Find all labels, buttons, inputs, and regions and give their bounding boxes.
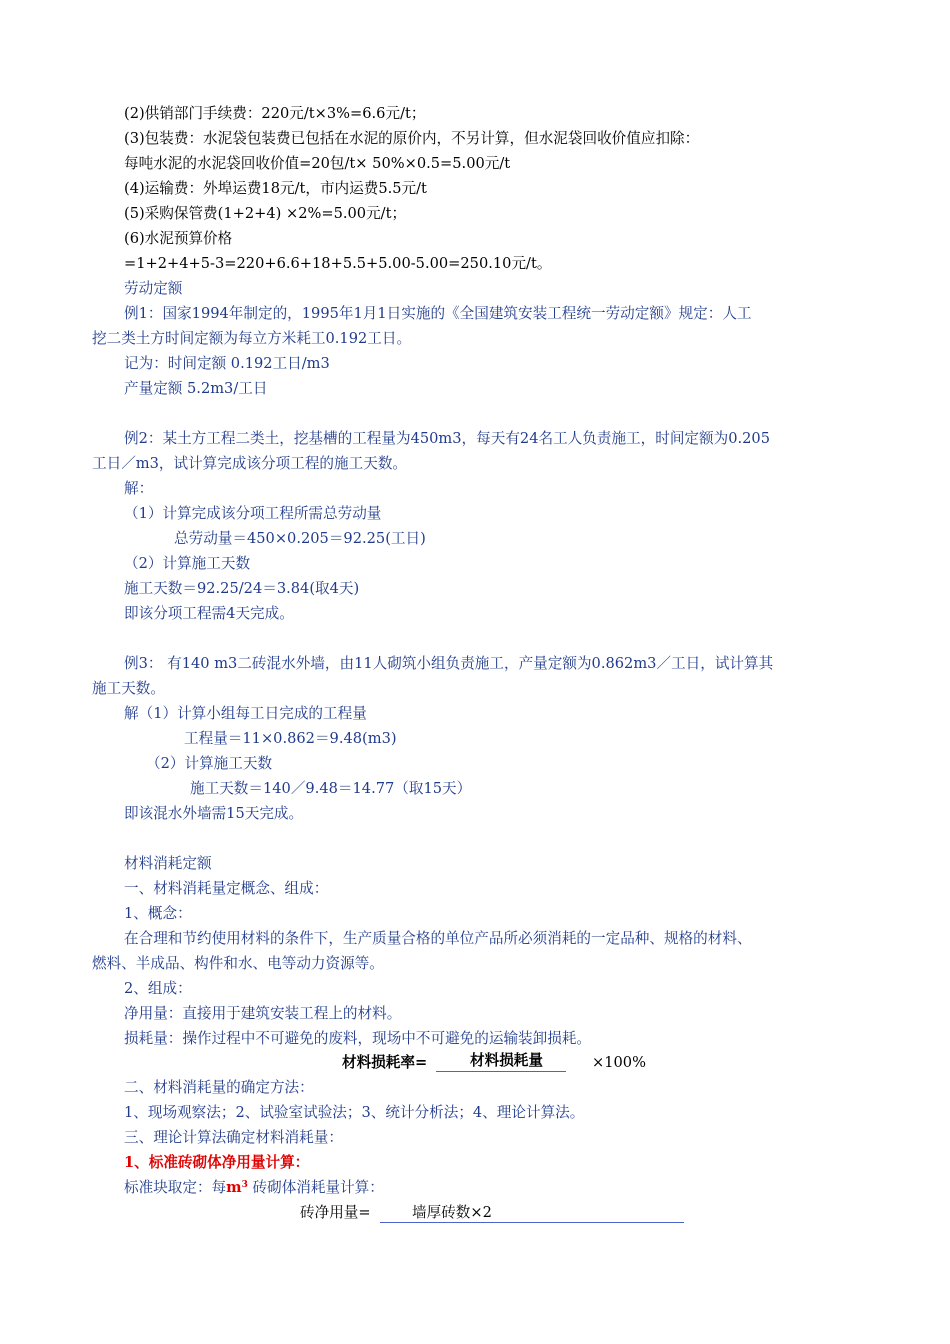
text-line: (2)供销部门手续费：220元/t×3%=6.6元/t； <box>124 105 426 122</box>
text-line: 总劳动量＝450×0.205＝92.25(工日) <box>174 530 426 547</box>
text-line: 净用量：直接用于建筑安装工程上的材料。 <box>124 1005 402 1022</box>
text-line: (5)采购保管费(1+2+4) ×2%=5.00元/t； <box>124 205 407 222</box>
text-line: 施工天数＝140／9.48＝14.77（取15天） <box>190 780 472 797</box>
text-line: (3)包装费：水泥袋包装费已包括在水泥的原价内，不另计算，但水泥袋回收价值应扣除： <box>124 130 700 147</box>
formula-label: 砖净用量= <box>300 1204 371 1221</box>
text-line: 燃料、半成品、构件和水、电等动力资源等。 <box>92 955 384 972</box>
text-line: 例3： 有140 m3二砖混水外墙，由11人砌筑小组负责施工，产量定额为0.862m3／工日，试计算其 <box>124 655 774 672</box>
text-line: =1+2+4+5-3=220+6.6+18+5.5+5.00-5.00=250.10元/t。 <box>124 255 552 272</box>
section-heading: 劳动定额 <box>124 280 183 297</box>
fraction-bar <box>436 1071 566 1072</box>
formula-multiplier: ×100% <box>592 1054 646 1071</box>
text-segment: 标准块取定：每 <box>124 1179 227 1196</box>
text-line: （2）计算施工天数 <box>146 755 273 772</box>
text-line: 三、理论计算法确定材料消耗量： <box>124 1129 343 1146</box>
text-line: 在合理和节约使用材料的条件下，生产质量合格的单位产品所必须消耗的一定品种、规格的材料、 <box>124 930 752 947</box>
text-line: 记为：时间定额 0.192工日/m3 <box>124 355 330 372</box>
text-line: 产量定额 5.2m3/工日 <box>124 380 268 397</box>
text-line: 每吨水泥的水泥袋回收价值=20包/t× 50%×0.5=5.00元/t <box>124 155 511 172</box>
text-line: （2）计算施工天数 <box>124 555 251 572</box>
text-line: 挖二类土方时间定额为每立方米耗工0.192工日。 <box>92 330 412 347</box>
text-line <box>124 1178 384 1198</box>
text-line: （1）计算完成该分项工程所需总劳动量 <box>124 505 382 522</box>
text-segment: 砖砌体消耗量计算： <box>247 1179 384 1196</box>
unit-exponent: 3 <box>241 1180 248 1190</box>
text-line: 一、材料消耗量定概念、组成： <box>124 880 329 897</box>
section-heading: 材料消耗定额 <box>124 855 212 872</box>
text-line: 1、现场观察法；2、试验室试验法；3、统计分析法；4、理论计算法。 <box>124 1104 585 1121</box>
text-line: 施工天数＝92.25/24＝3.84(取4天) <box>124 580 360 597</box>
text-line: 工程量＝11×0.862＝9.48(m3) <box>184 730 397 747</box>
text-line: 解（1）计算小组每工日完成的工程量 <box>124 705 367 722</box>
text-line: (4)运输费：外埠运费18元/t，市内运费5.5元/t <box>124 180 427 197</box>
fraction-bar <box>380 1222 684 1223</box>
text-line: 2、组成： <box>124 980 192 997</box>
text-line: 例1：国家1994年制定的，1995年1月1日实施的《全国建筑安装工程统一劳动定额》规定：人工 <box>124 305 752 322</box>
text-line: 解： <box>124 480 154 497</box>
formula-label: 材料损耗率= <box>342 1054 428 1071</box>
text-line: 1、概念： <box>124 905 192 922</box>
subheading: 1、标准砖砌体净用量计算： <box>124 1154 310 1171</box>
text-line: 即该混水外墙需15天完成。 <box>124 805 304 822</box>
formula-numerator: 墙厚砖数×2 <box>412 1204 492 1221</box>
text-line: 即该分项工程需4天完成。 <box>124 605 294 622</box>
text-line: 施工天数。 <box>92 680 165 697</box>
unit-m: m <box>226 1179 242 1196</box>
text-line: 二、材料消耗量的确定方法： <box>124 1079 314 1096</box>
text-line: 工日／m3，试计算完成该分项工程的施工天数。 <box>92 455 408 472</box>
text-line: (6)水泥预算价格 <box>124 230 233 247</box>
text-line: 例2：某土方工程二类土，挖基槽的工程量为450m3，每天有24名工人负责施工，时间定额为0.205 <box>124 430 770 447</box>
unit-symbol <box>226 1179 248 1196</box>
text-line: 损耗量：操作过程中不可避免的废料，现场中不可避免的运输装卸损耗。 <box>124 1030 592 1047</box>
formula-numerator: 材料损耗量 <box>470 1052 543 1069</box>
